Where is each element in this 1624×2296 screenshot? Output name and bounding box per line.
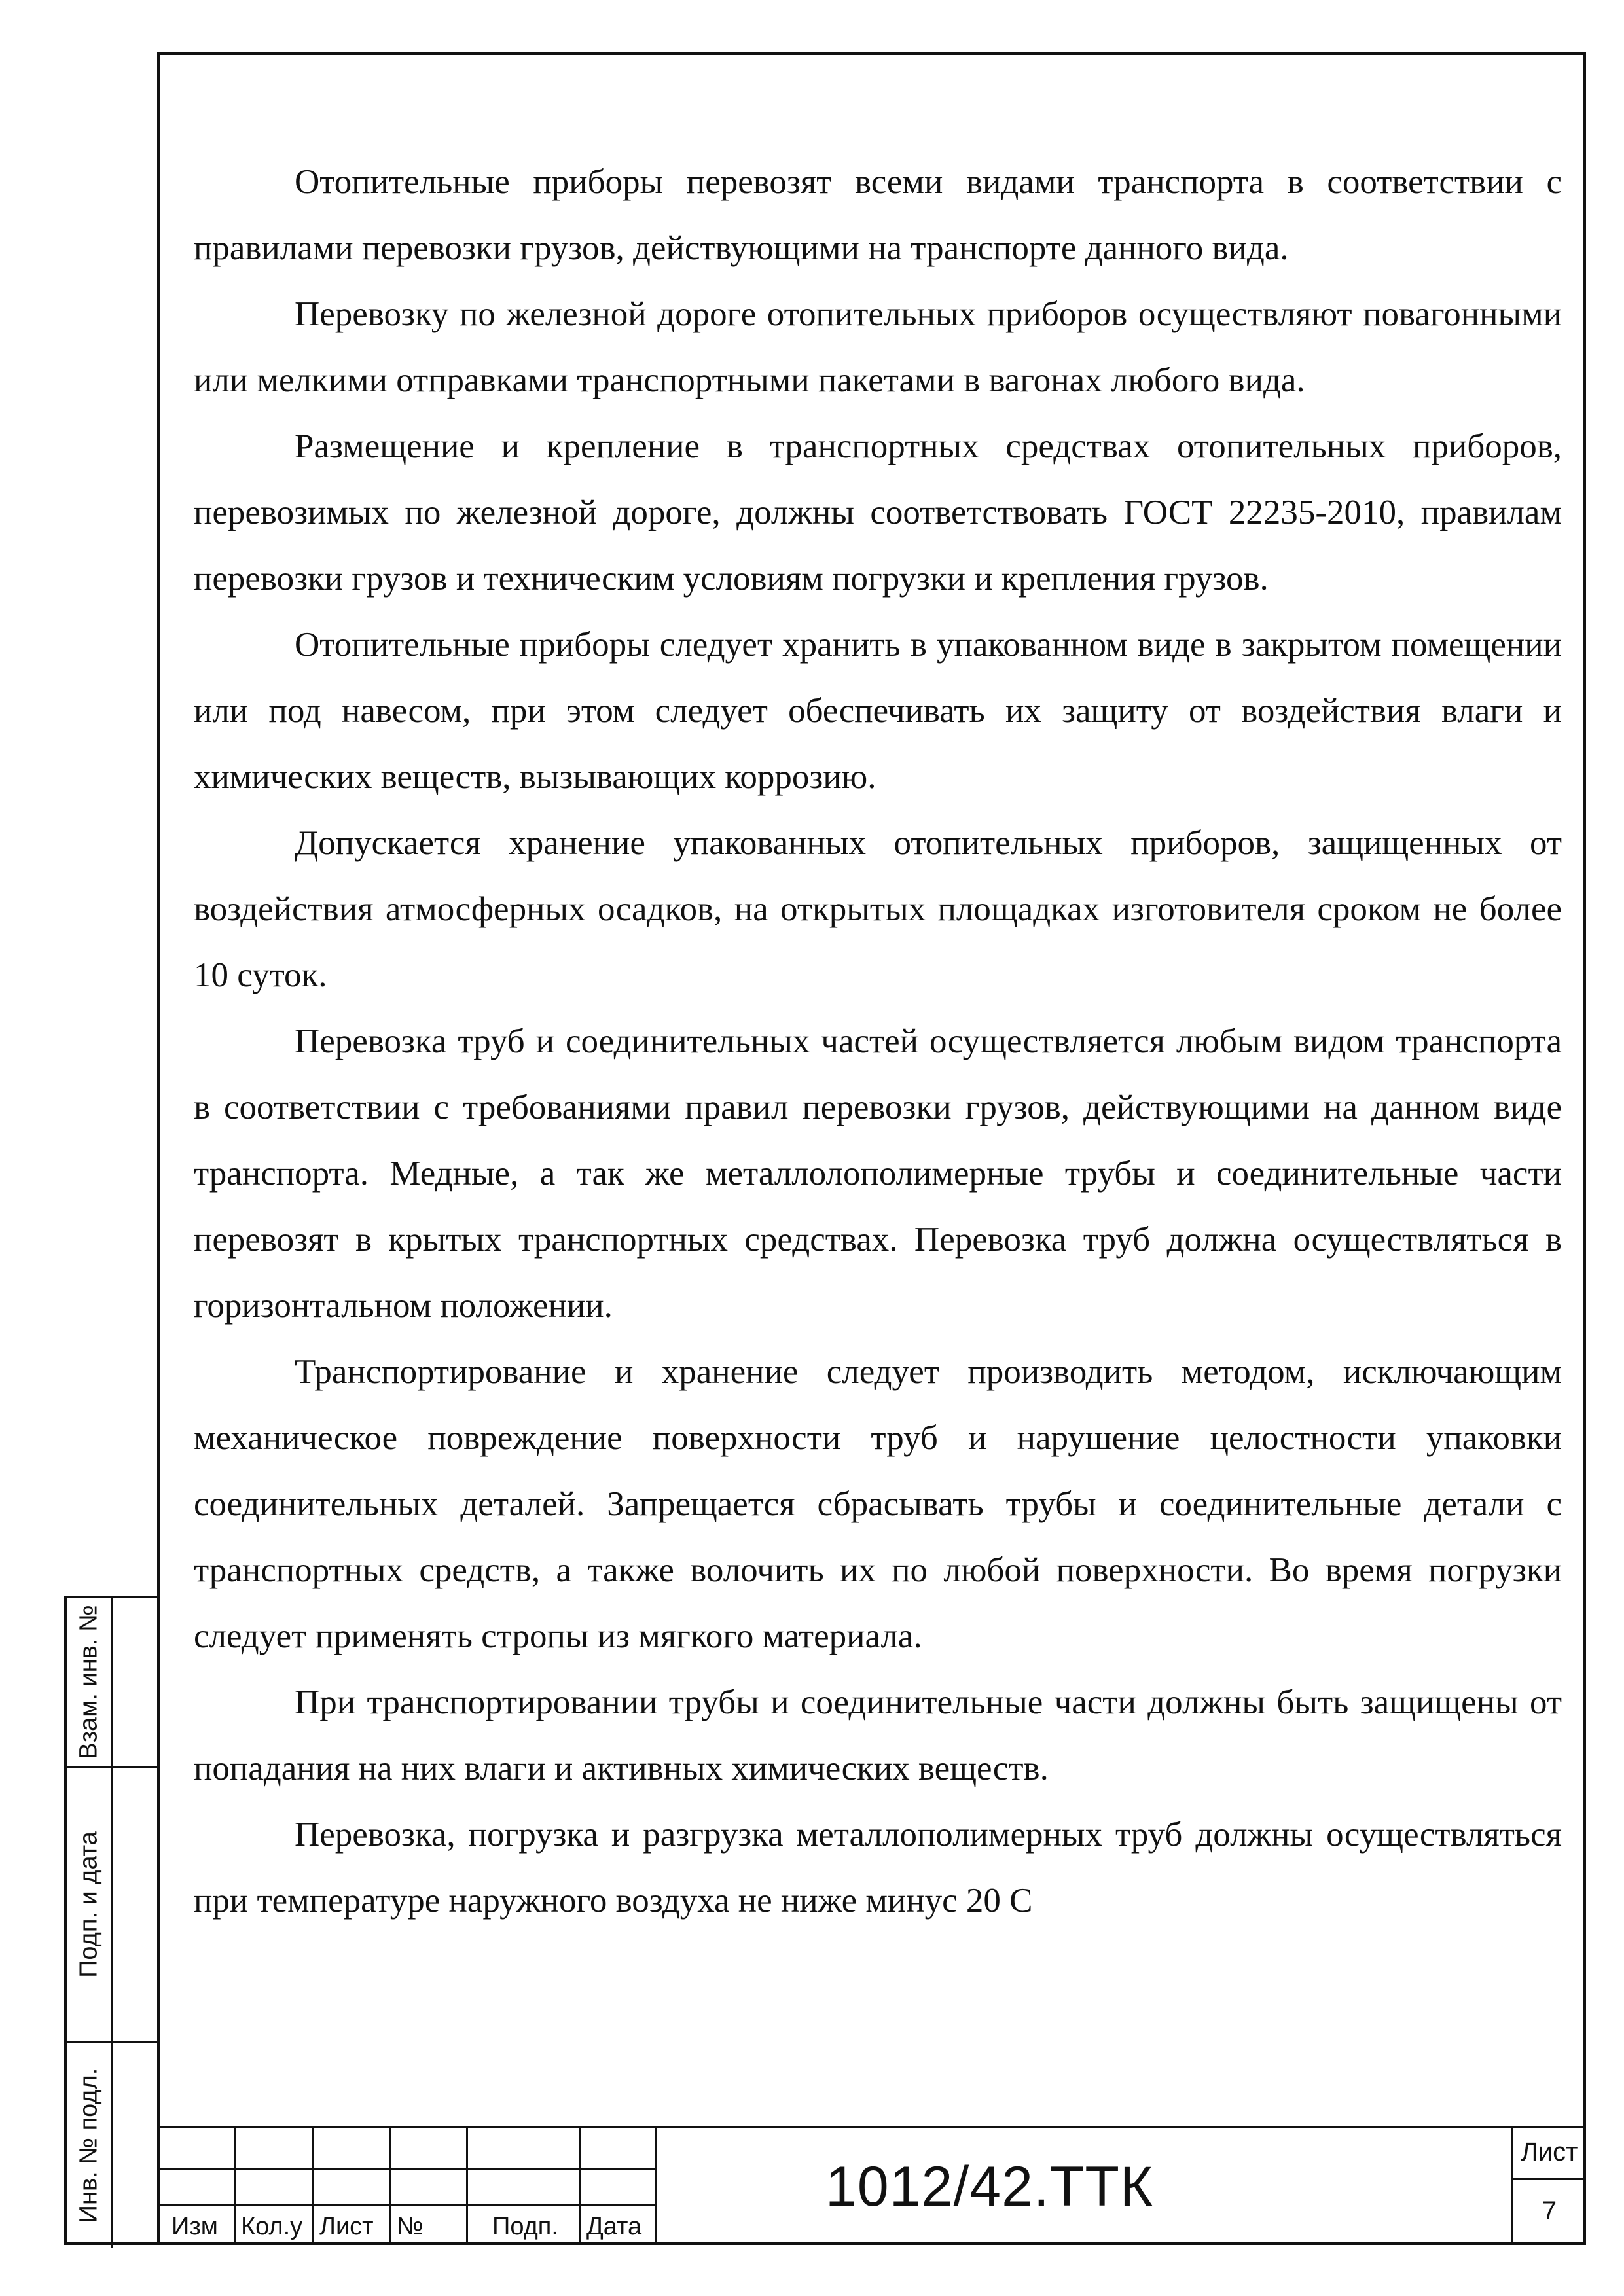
column-label-date: Дата <box>586 2213 642 2240</box>
column-label-quantity: Кол.у <box>241 2213 303 2240</box>
sheet-label: Лист <box>1521 2138 1578 2166</box>
paragraph: Перевозку по железной дороге отопительных приборов осуществляют повагонными или мелкими отправками транспортными пакетами в вагонах любого вида. <box>194 295 1562 399</box>
column-label-sheet: Лист <box>319 2213 374 2240</box>
column-label-doc-number: № <box>397 2213 424 2240</box>
paragraph: Допускается хранение упакованных отопительных приборов, защищенных от воздействия атмосферных осадков, на открытых площадках изготовителя сроком не более 10 суток. <box>194 824 1562 994</box>
paragraph: Отопительные приборы следует хранить в упакованном виде в закрытом помещении или под навесом, при этом следует обеспечивать их защиту от воздействия влаги и химических веществ, вызывающих коррозию. <box>194 626 1562 796</box>
column-label-signature: Подп. <box>492 2213 558 2240</box>
side-label-sign-date: Подп. и дата <box>75 1831 103 1978</box>
paragraph: Перевозка труб и соединительных частей осуществляется любым видом транспорта в соответствии с требованиями правил перевозки грузов, действующими на данном виде транспорта. Медные, а так же металлолополимерные трубы и соединительные части перевозят в крытых транспортных средствах. Перевозка труб должна осуществляться в горизонтальном положении. <box>194 1022 1562 1325</box>
title-block <box>157 2126 1586 2245</box>
side-cell-replaced-inv <box>67 1598 157 1768</box>
side-label-orig-inv: Инв. № подл. <box>75 2068 103 2223</box>
paragraph: Транспортирование и хранение следует производить методом, исключающим механическое повреждение поверхности труб и нарушение целостности упаковки соединительных деталей. Запрещается сбрасывать трубы и соединительные детали с транспортных средств, а также волочить их по любой поверхности. Во время погрузки следует применять стропы из мягкого материала. <box>194 1353 1562 1655</box>
paragraph: Отопительные приборы перевозят всеми видами транспорта в соответствии с правилами перевозки грузов, действующими на транспорте данного вида. <box>194 163 1562 267</box>
column-label-change: Изм <box>171 2213 218 2240</box>
paragraph: Перевозка, погрузка и разгрузка металлополимерных труб должны осуществляться при температуре наружного воздуха не ниже минус 20 С <box>194 1816 1562 1920</box>
paragraph: При транспортировании трубы и соединительные части должны быть защищены от попадания на них влаги и активных химических веществ. <box>194 1683 1562 1787</box>
side-cell-orig-inv <box>67 2043 157 2248</box>
paragraph: Размещение и крепление в транспортных средствах отопительных приборов, перевозимых по железной дороге, должны соответствовать ГОСТ 22235-2010, правилам перевозки грузов и техническим условиям погрузки и крепления грузов. <box>194 427 1562 598</box>
side-cell-sign-date <box>67 1768 157 2043</box>
side-label-replaced-inv: Взам. инв. № <box>75 1605 103 1759</box>
side-strip <box>64 1596 157 2245</box>
body-text <box>194 149 1562 1934</box>
document-code: 1012/42.ТТК <box>825 2155 1153 2218</box>
sheet-number: 7 <box>1542 2197 1557 2225</box>
